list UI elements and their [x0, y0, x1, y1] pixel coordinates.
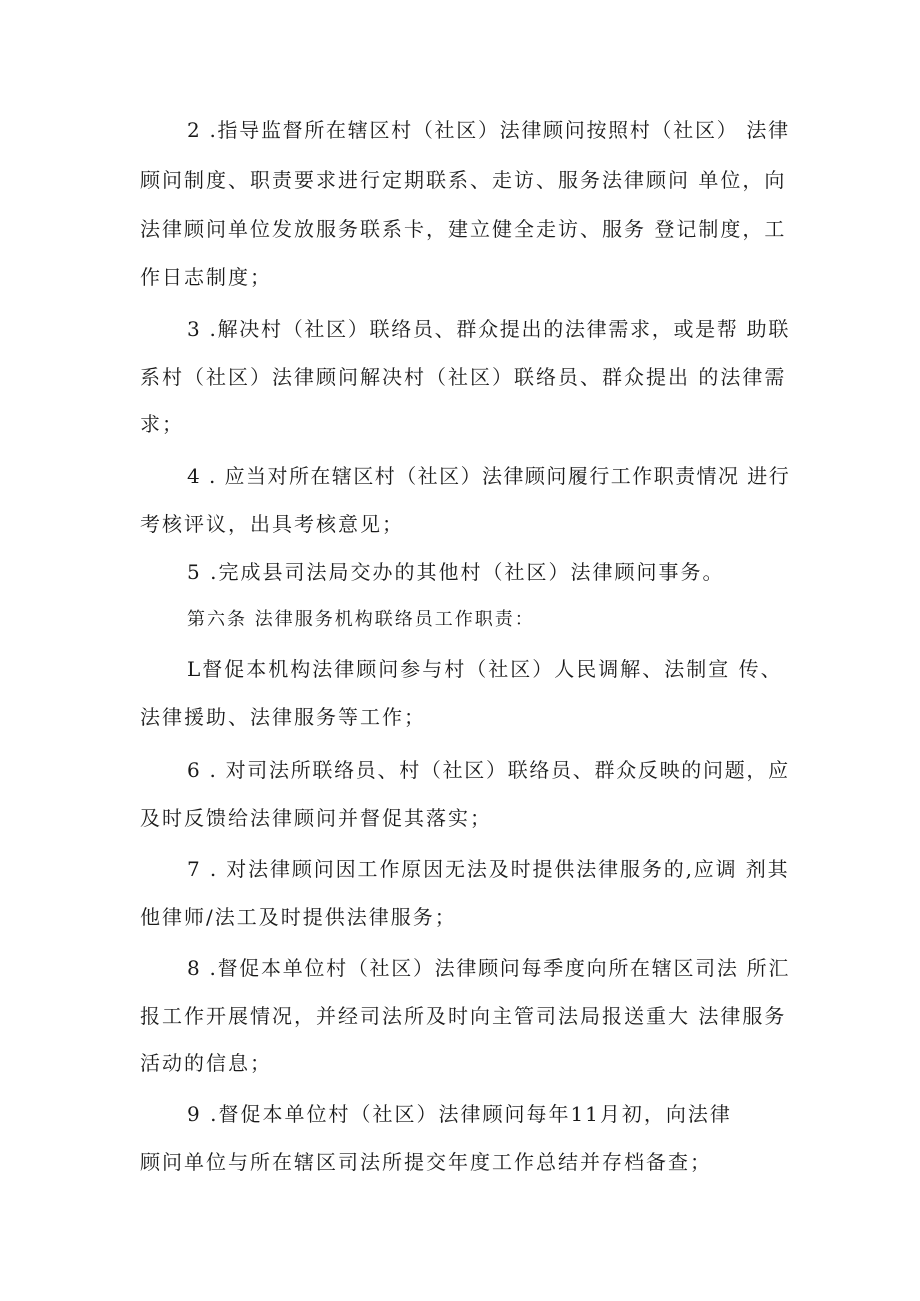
line-text: 3 .解决村（社区）联络员、群众提出的法律需求，或是帮 助联	[187, 317, 791, 341]
line-text: 4 . 应当对所在辖区村（社区）法律顾问履行工作职责情况 进行	[187, 464, 791, 488]
line-text: 及时反馈给法律顾问并督促其落实；	[140, 806, 492, 830]
line-text: 他律师/法工及时提供法律服务；	[140, 905, 457, 929]
line-text: 系村（社区）法律顾问解决村（社区）联络员、群众提出 的法律需	[140, 365, 787, 389]
line-text: 顾问制度、职责要求进行定期联系、走访、服务法律顾问 单位，向	[140, 168, 787, 192]
line-text: 2 .指导监督所在辖区村（社区）法律顾问按照村（社区） 法律	[187, 118, 790, 142]
line-text: 考核评议，出具考核意见；	[140, 512, 404, 536]
line-text: 5 .完成县司法局交办的其他村（社区）法律顾问事务。	[187, 560, 725, 584]
heading-text: 第六条 法律服务机构联络员工作职责：	[187, 609, 535, 630]
line-text: 活动的信息；	[140, 1051, 272, 1075]
line-text: 求；	[140, 412, 184, 436]
line-text: 作日志制度；	[140, 265, 272, 289]
line-text: 6 . 对司法所联络员、村（社区）联络员、群众反映的问题，应	[187, 758, 790, 782]
line-text: 8 .督促本单位村（社区）法律顾问每季度向所在辖区司法 所汇	[187, 956, 791, 980]
line-text: L督促本机构法律顾问参与村（社区）人民调解、法制宣 传、	[187, 657, 783, 681]
line-text: 法律援助、法律服务等工作；	[140, 705, 426, 729]
line-text: 顾问单位与所在辖区司法所提交年度工作总结并存档备查；	[140, 1150, 712, 1174]
line-text: 7 . 对法律顾问因工作原因无法及时提供法律服务的,应调 剂其	[187, 857, 790, 881]
line-text: 9 .督促本单位村（社区）法律顾问每年11月初，向法律	[187, 1102, 732, 1126]
line-text: 法律顾问单位发放服务联系卡，建立健全走访、服务 登记制度，工	[140, 217, 787, 241]
line-text: 报工作开展情况，并经司法所及时向主管司法局报送重大 法律服务	[140, 1004, 787, 1028]
